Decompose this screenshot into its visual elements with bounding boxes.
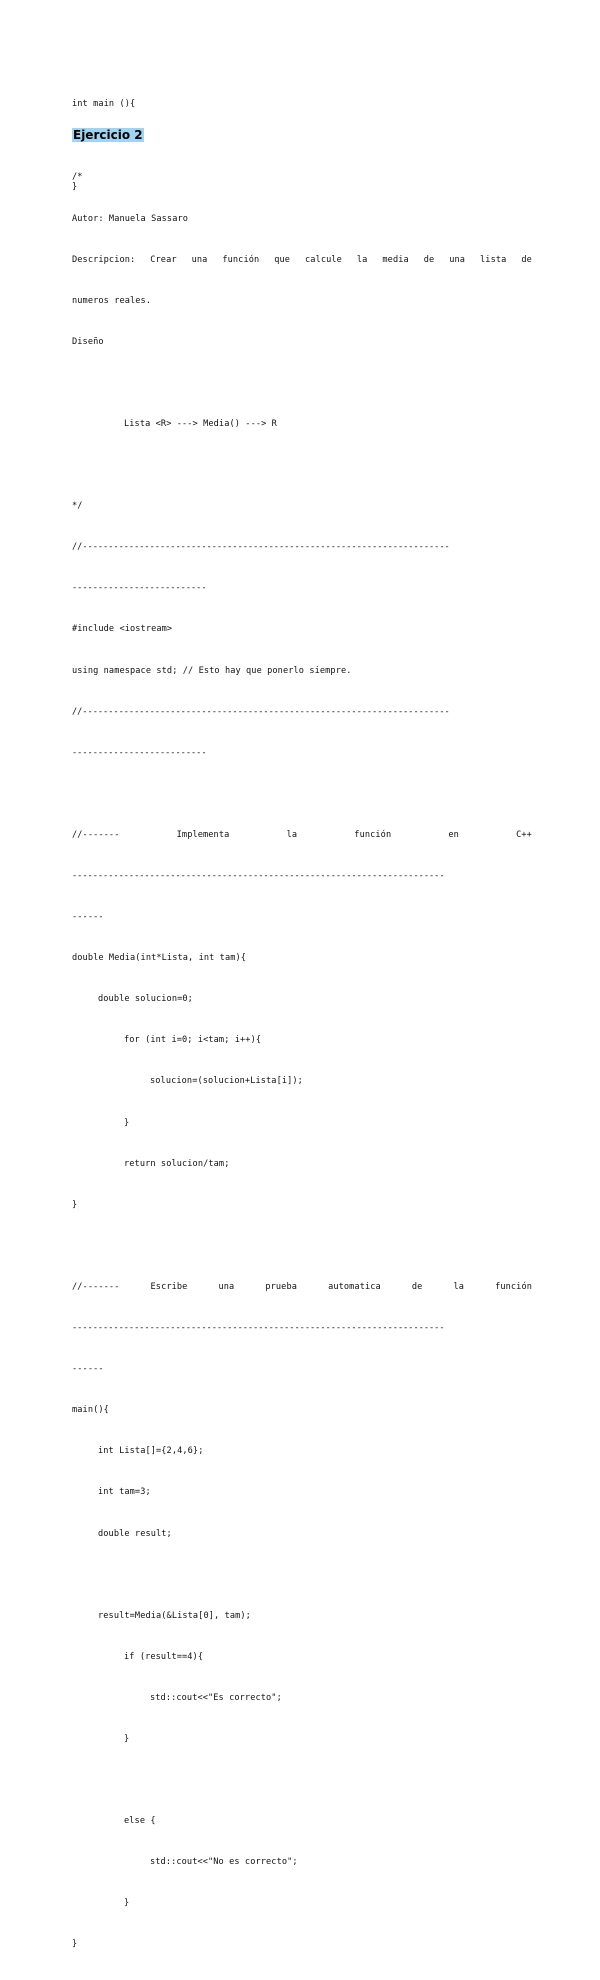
code-line: int tam=3; bbox=[98, 1487, 151, 1498]
code-line: } bbox=[124, 1733, 130, 1744]
code-line: else { bbox=[124, 1816, 156, 1827]
code-line: return solucion/tam; bbox=[124, 1158, 230, 1169]
code-line: for (int i=0; i<tam; i++){ bbox=[124, 1035, 262, 1046]
separator-line-tail: -------------------------- bbox=[72, 747, 207, 758]
code-line: if (result==4){ bbox=[124, 1651, 204, 1662]
code-block-main bbox=[72, 144, 532, 1980]
code-line: double result; bbox=[98, 1528, 172, 1539]
code-line: int Lista[]={2,4,6}; bbox=[98, 1446, 204, 1457]
code-line: } bbox=[72, 1199, 78, 1210]
comment-design: Diseño bbox=[72, 336, 104, 347]
comment-close: */ bbox=[72, 501, 83, 512]
section-comment-escribe: //------- Escribe una prueba automatica de la función bbox=[72, 1281, 532, 1292]
code-line: double solucion=0; bbox=[98, 994, 193, 1005]
main-signature: main(){ bbox=[72, 1405, 109, 1416]
comment-diagram: Lista <R> ---> Media() ---> R bbox=[124, 418, 277, 429]
code-line: } bbox=[72, 1939, 78, 1950]
section-comment-implementa: //------- Implementa la función en C++ bbox=[72, 829, 532, 840]
code-line: } bbox=[124, 1898, 130, 1909]
code-line: std::cout<<"No es correcto"; bbox=[150, 1857, 298, 1868]
separator-line: //----------------------------------------------------------------------- bbox=[72, 706, 450, 717]
separator-line-tail: ------ bbox=[72, 912, 104, 923]
code-line: } bbox=[124, 1117, 130, 1128]
comment-description-line-2: numeros reales. bbox=[72, 295, 152, 306]
comment-author: Autor: Manuela Sassaro bbox=[72, 213, 189, 224]
separator-line: ------------------------------------------------------------------------ bbox=[72, 871, 445, 881]
section-heading: Ejercicio 2 bbox=[73, 128, 143, 142]
code-line: } bbox=[72, 181, 78, 192]
code-line: int main (){ bbox=[72, 99, 136, 110]
separator-line: ------------------------------------------------------------------------ bbox=[72, 1323, 445, 1334]
separator-line-tail: -------------------------- bbox=[72, 583, 207, 594]
code-line: solucion=(solucion+Lista[i]); bbox=[150, 1076, 303, 1087]
separator-line: //----------------------------------------------------------------------- bbox=[72, 542, 450, 553]
using-line: using namespace std; // Esto hay que ponerlo siempre. bbox=[72, 665, 352, 676]
function-signature: double Media(int*Lista, int tam){ bbox=[72, 953, 247, 964]
comment-description-line-1: Descripcion: Crear una función que calcule la media de una lista de bbox=[72, 254, 532, 265]
code-line: std::cout<<"Es correcto"; bbox=[150, 1692, 282, 1703]
include-line: #include <iostream> bbox=[72, 624, 173, 635]
code-line: result=Media(&Lista[0], tam); bbox=[98, 1610, 251, 1621]
comment-open: /* bbox=[72, 172, 83, 183]
separator-line-tail: ------ bbox=[72, 1364, 104, 1375]
